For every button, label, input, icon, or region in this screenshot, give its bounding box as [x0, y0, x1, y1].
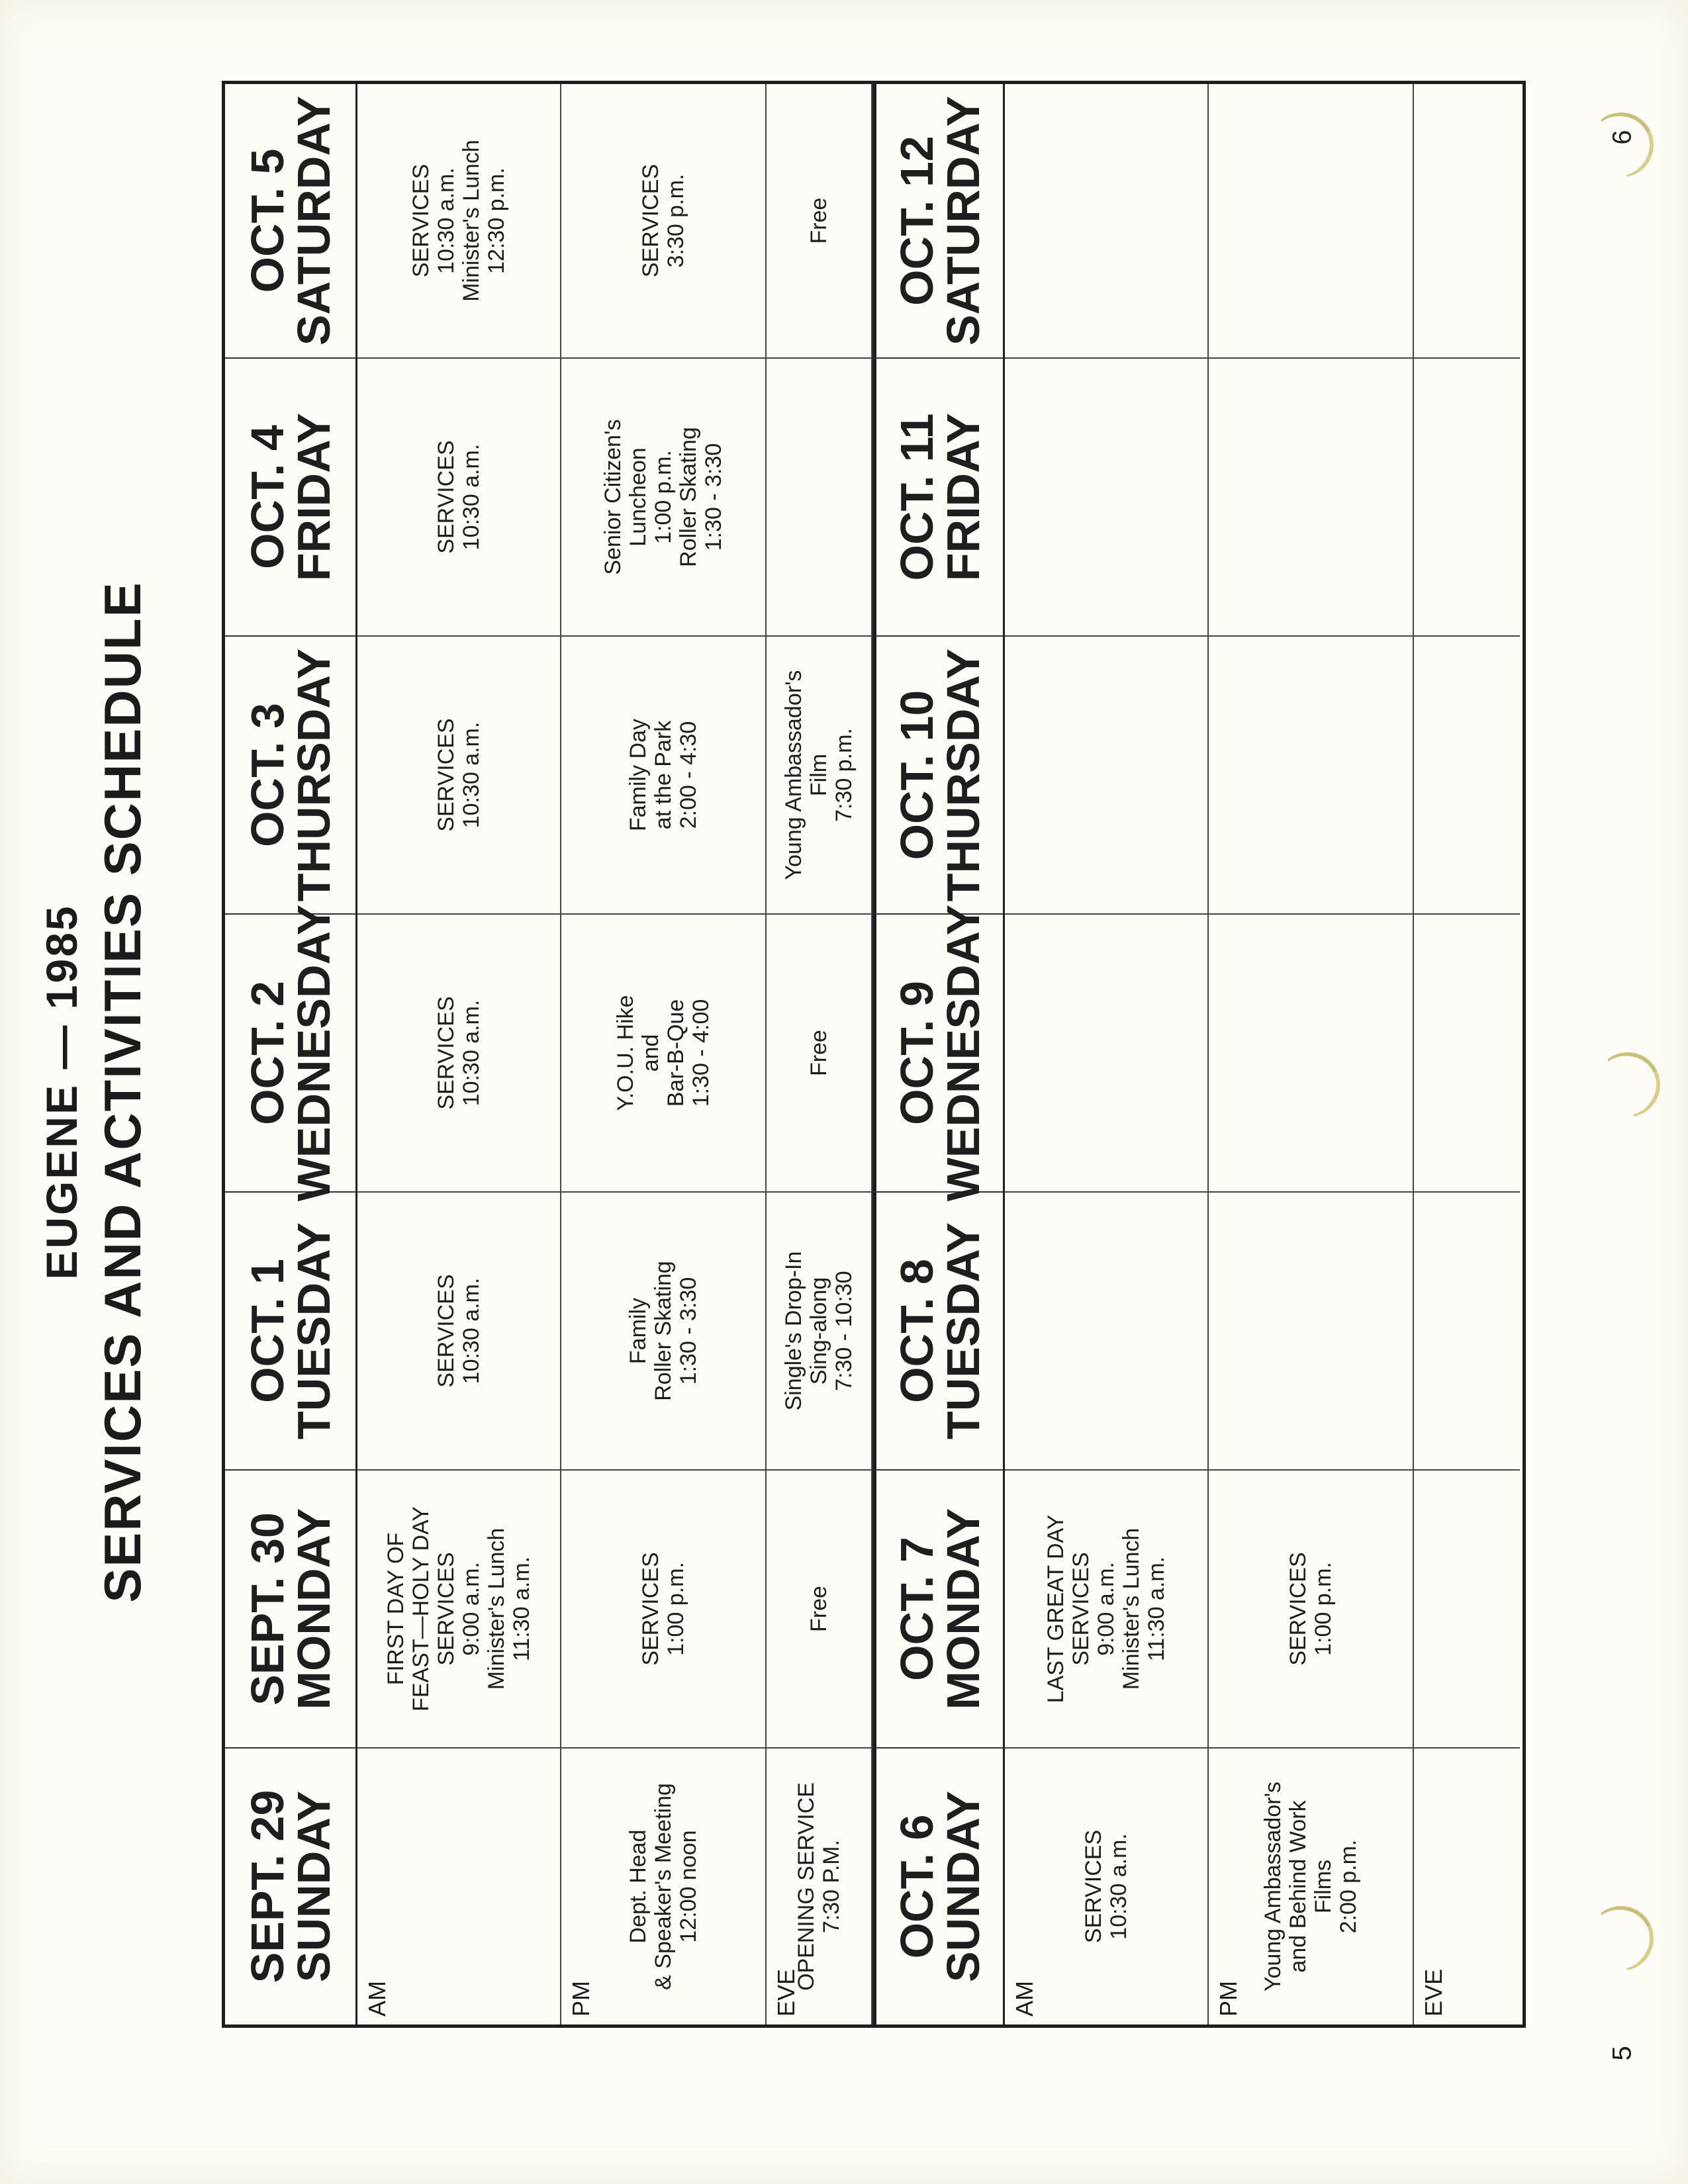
schedule-cell	[1005, 357, 1209, 635]
event-text: OPENING SERVICE	[793, 1782, 819, 1991]
schedule-cell	[357, 635, 561, 913]
event-text: Luncheon	[625, 447, 651, 547]
schedule-cell	[767, 1747, 872, 2025]
event-text: LAST GREAT DAY	[1043, 1514, 1068, 1704]
day-header	[872, 635, 1005, 913]
event-text: 7:30 - 10:30	[831, 1271, 857, 1391]
day-header	[225, 357, 357, 635]
schedule-table	[222, 81, 1526, 2028]
schedule-cell	[1414, 635, 1520, 913]
day-header-weekday: TUESDAY	[937, 1222, 989, 1440]
day-header-weekday: WEDNESDAY	[287, 904, 340, 1202]
schedule-cell	[1005, 84, 1209, 357]
time-slot-label: PM	[567, 1981, 594, 2017]
event-text: Minister's Lunch	[459, 140, 484, 302]
schedule-cell	[1414, 84, 1520, 357]
event-text: 1:30 - 3:30	[701, 443, 727, 551]
schedule-cell	[1209, 635, 1414, 913]
event-text: SERVICES	[433, 718, 459, 832]
day-header	[872, 1191, 1005, 1469]
day-header-date: SEPT. 30	[241, 1512, 293, 1706]
schedule-cell	[1005, 635, 1209, 913]
day-header	[225, 904, 357, 1202]
day-header-weekday: THURSDAY	[937, 648, 989, 902]
schedule-cell	[767, 635, 872, 913]
day-header	[225, 635, 357, 913]
day-header-weekday: THURSDAY	[287, 648, 340, 902]
event-text: SERVICES	[433, 1274, 459, 1388]
event-text: SERVICES	[433, 996, 459, 1110]
event-text: 11:30 a.m.	[1144, 1556, 1170, 1662]
event-text: SERVICES	[1068, 1552, 1094, 1666]
event-text: SERVICES	[1285, 1552, 1311, 1666]
day-header	[872, 1747, 1005, 2025]
time-slot-label: EVE	[773, 1968, 800, 2017]
event-text: FEAST—HOLY DAY	[408, 1506, 434, 1711]
event-text: Senior Citizen's	[600, 419, 626, 575]
event-text: 10:30 a.m.	[459, 443, 484, 551]
page-title: EUGENE — 1985	[37, 904, 86, 1280]
day-header-weekday: SATURDAY	[937, 95, 989, 346]
schedule-cell	[1414, 1469, 1520, 1747]
event-text: 1:00 p.m.	[1311, 1562, 1336, 1656]
day-header-weekday: SUNDAY	[937, 1790, 989, 1983]
time-slot-label: AM	[363, 1981, 391, 2017]
event-text: 1:30 - 4:00	[688, 999, 714, 1107]
schedule-cell	[357, 1747, 561, 2025]
schedule-cell	[767, 913, 872, 1191]
event-text: SERVICES	[408, 163, 434, 278]
event-text: & Speaker's Meeting	[650, 1783, 676, 1990]
schedule-cell	[561, 1191, 767, 1469]
day-header	[872, 357, 1005, 635]
day-header-date: OCT. 10	[890, 690, 943, 860]
event-text: Films	[1311, 1859, 1336, 1914]
schedule-cell	[357, 84, 561, 357]
schedule-cell	[767, 1191, 872, 1469]
day-header-weekday: MONDAY	[937, 1508, 989, 1710]
event-text: 2:00 p.m.	[1336, 1839, 1362, 1934]
event-text: 1:30 - 3:30	[676, 1277, 702, 1385]
time-slot-label: PM	[1215, 1981, 1242, 2017]
event-text: Young Ambassador's	[780, 670, 806, 880]
schedule-cell	[561, 913, 767, 1191]
event-text: 1:00 p.m.	[650, 450, 676, 544]
day-header-date: OCT. 5	[241, 148, 293, 293]
event-text: Single's Drop-In	[780, 1251, 806, 1411]
event-text: Minister's Lunch	[484, 1527, 510, 1690]
page-subtitle: SERVICES AND ACTIVITIES SCHEDULE	[93, 581, 152, 1603]
day-header-date: OCT. 2	[241, 981, 293, 1125]
schedule-cell	[1414, 1747, 1520, 2025]
schedule-cell	[357, 1469, 561, 1747]
event-text: FIRST DAY OF	[383, 1532, 408, 1686]
schedule-cell	[1005, 1191, 1209, 1469]
event-text: 7:30 p.m.	[831, 728, 857, 822]
event-text: Free	[806, 1030, 831, 1076]
schedule-cell	[561, 357, 767, 635]
day-header-date: OCT. 1	[241, 1259, 293, 1403]
schedule-cell	[1209, 913, 1414, 1191]
event-text: SERVICES	[637, 1552, 663, 1666]
day-header	[225, 1469, 357, 1747]
schedule-cell	[357, 913, 561, 1191]
event-text: 1:00 p.m.	[663, 1562, 688, 1656]
day-header	[225, 1191, 357, 1469]
event-text: Dept. Head	[625, 1829, 651, 1944]
schedule-cell	[357, 1191, 561, 1469]
event-text: 10:30 a.m.	[459, 999, 484, 1107]
schedule-cell	[1414, 357, 1520, 635]
day-header-weekday: SATURDAY	[287, 95, 340, 346]
schedule-cell	[561, 84, 767, 357]
event-text: Family	[625, 1297, 651, 1365]
day-header-date: OCT. 6	[890, 1814, 943, 1959]
day-header-date: OCT. 12	[890, 136, 943, 306]
schedule-cell	[767, 1469, 872, 1747]
page-number-left: 5	[1607, 2046, 1637, 2061]
day-header-date: OCT. 7	[890, 1537, 943, 1681]
event-text: 3:30 p.m.	[663, 173, 688, 268]
day-header	[872, 84, 1005, 357]
schedule-cell	[1209, 84, 1414, 357]
event-text: 7:30 P.M.	[819, 1839, 844, 1934]
event-text: 12:30 p.m.	[484, 167, 510, 274]
schedule-cell	[1005, 913, 1209, 1191]
event-text: at the Park	[650, 720, 676, 830]
day-header	[225, 84, 357, 357]
schedule-cell	[1209, 1747, 1414, 2025]
event-text: 12:00 noon	[676, 1830, 702, 1943]
event-text: Bar-B-Que	[663, 999, 688, 1107]
event-text: and Behind Work	[1285, 1800, 1311, 1973]
event-text: Minister's Lunch	[1119, 1527, 1145, 1690]
schedule-cell	[561, 1747, 767, 2025]
schedule-cell	[1005, 1469, 1209, 1747]
day-header-date: OCT. 11	[890, 413, 943, 581]
schedule-cell	[1414, 913, 1520, 1191]
day-header-weekday: FRIDAY	[287, 412, 340, 582]
event-text: SERVICES	[433, 440, 459, 554]
day-header	[872, 1469, 1005, 1747]
event-text: Roller Skating	[676, 427, 702, 567]
day-header-date: OCT. 4	[241, 425, 293, 569]
event-text: SERVICES	[433, 1552, 459, 1666]
event-text: Free	[806, 197, 831, 244]
day-header-date: OCT. 8	[890, 1259, 943, 1403]
day-header-weekday: MONDAY	[287, 1508, 340, 1710]
event-text: SERVICES	[637, 163, 663, 278]
event-text: Young Ambassador's	[1260, 1781, 1286, 1992]
event-text: 10:30 a.m.	[459, 721, 484, 829]
day-header-weekday: FRIDAY	[937, 412, 989, 582]
event-text: 10:30 a.m.	[459, 1277, 484, 1385]
day-header-date: OCT. 9	[890, 981, 943, 1125]
event-text: 9:00 a.m.	[1093, 1562, 1119, 1656]
schedule-cell	[1005, 1747, 1209, 2025]
event-text: 10:30 a.m.	[433, 167, 459, 274]
event-text: Sing-along	[806, 1277, 831, 1385]
event-text: Film	[806, 753, 831, 797]
event-text: Roller Skating	[650, 1261, 676, 1401]
schedule-cell	[1209, 1469, 1414, 1747]
event-text: 2:00 - 4:30	[676, 721, 702, 829]
schedule-cell	[1414, 1191, 1520, 1469]
event-text: Family Day	[625, 718, 651, 832]
event-text: Y.O.U. Hike	[612, 995, 638, 1111]
schedule-cell	[561, 1469, 767, 1747]
schedule-cell	[1209, 357, 1414, 635]
event-text: Free	[806, 1586, 831, 1632]
event-text: 9:00 a.m.	[459, 1562, 484, 1656]
event-text: SERVICES	[1080, 1829, 1106, 1944]
event-text: and	[637, 1034, 663, 1072]
time-slot-label: AM	[1011, 1981, 1038, 2017]
schedule-cell	[1209, 1191, 1414, 1469]
day-header-date: OCT. 3	[241, 703, 293, 847]
schedule-cell	[561, 635, 767, 913]
event-text: 10:30 a.m.	[1106, 1833, 1131, 1940]
schedule-cell	[357, 357, 561, 635]
day-header-weekday: TUESDAY	[287, 1222, 340, 1440]
day-header-date: SEPT. 29	[241, 1790, 293, 1983]
time-slot-label: EVE	[1420, 1968, 1447, 2017]
day-header-weekday: SUNDAY	[287, 1790, 340, 1983]
day-header-weekday: WEDNESDAY	[937, 904, 989, 1202]
page-number-right: 6	[1607, 130, 1637, 145]
day-header	[225, 1747, 357, 2025]
day-header	[872, 904, 1005, 1202]
schedule-cell	[767, 357, 872, 635]
event-text: 11:30 a.m.	[509, 1556, 535, 1662]
schedule-cell	[767, 84, 872, 357]
